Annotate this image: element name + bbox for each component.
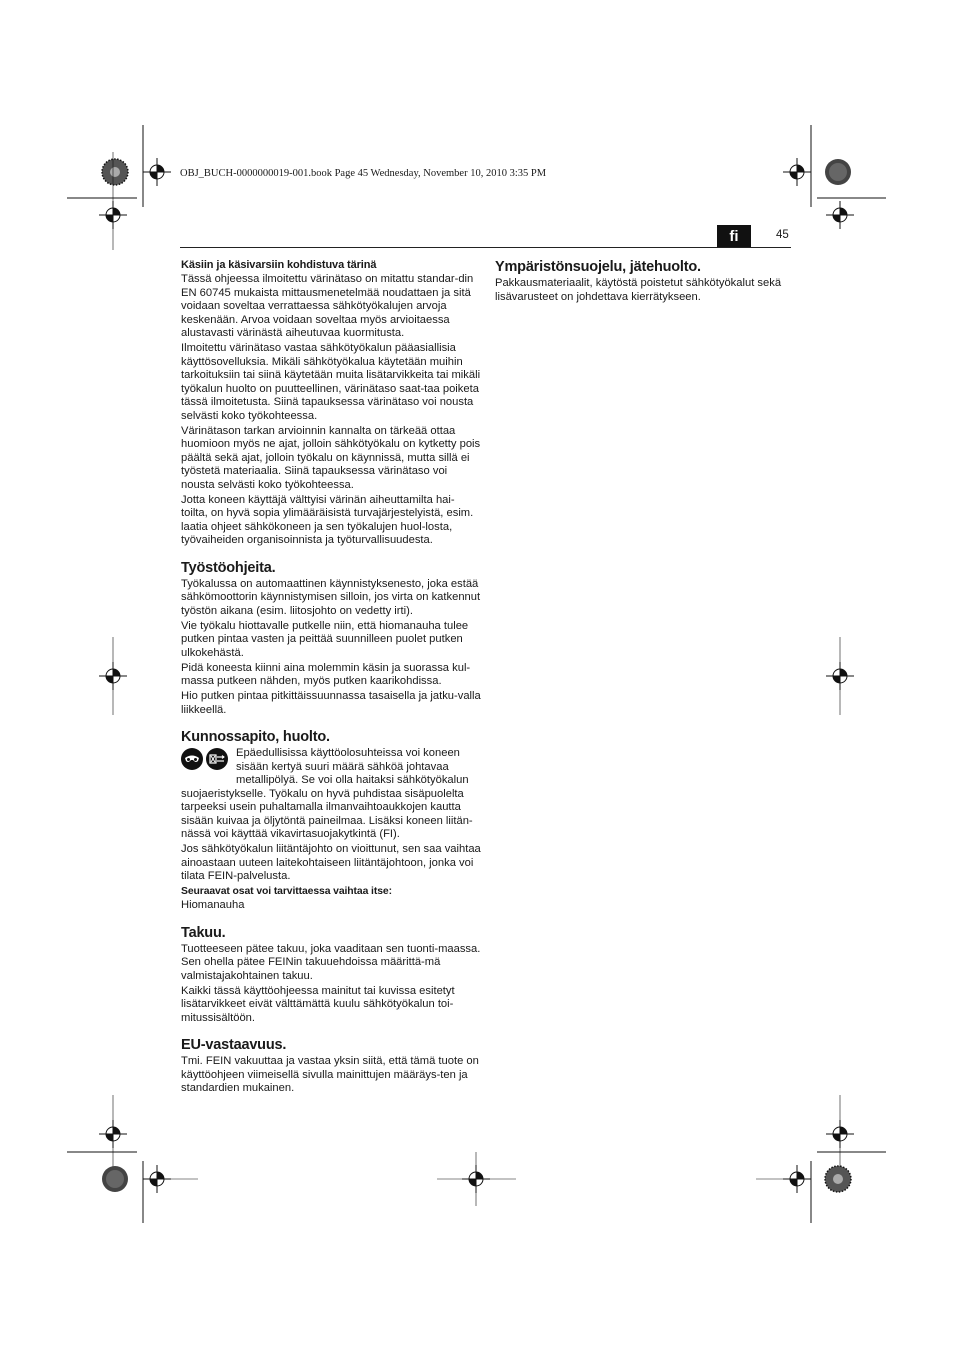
- warranty-paragraph: Kaikki tässä käyttöohjeessa mainitut tai kuvissa esitetyt lisätarvikkeet eivät välttämättä kuulu sähkötyökalun toi-mitussisältöön.: [181, 984, 455, 1024]
- maintenance-icon-line: Epäedullisissa käyttöolosuhteissa voi koneen: [236, 747, 460, 759]
- maintenance-title: Kunnossapito, huolto.: [181, 729, 330, 745]
- work-tips-section: [181, 559, 481, 718]
- eye-protection-icon: [181, 748, 203, 770]
- language-tab: fi: [717, 225, 751, 247]
- maintenance-icons: [181, 748, 228, 770]
- work-tips-paragraph: Työkalussa on automaattinen käynnistyksenesto, joka estää sähkömoottorin käynnistymisen silloin, jos virta on katkennut työstön aikana (esim. liitosjohto on vedetty irti).: [181, 577, 481, 617]
- vibration-paragraph: Värinätason tarkan arvioinnin kannalta on tärkeää ottaa huomioon myös ne ajat, jolloin sähkötyökalu on kytketty pois päältä sekä ajat, jolloin työkalu on käynnissä, mutta sillä ei työstetä materiaalia. Siinä tapauksessa värinätaso voi nousta selvästi koko työkohteessa.: [181, 424, 481, 491]
- header-rule: [180, 247, 791, 248]
- work-tips-paragraph: Vie työkalu hiottavalle putkelle niin, että hiomanauha tulee putken pintaa vasten ja peittää suunnilleen puolet putken ulkokehästä.: [181, 619, 469, 659]
- warranty-section: [181, 924, 481, 1026]
- vibration-title: Käsiin ja käsivarsiin kohdistuva tärinä: [181, 259, 377, 271]
- work-tips-paragraph: Hio putken pintaa pitkittäissuunnassa tasaisella ja jatku-valla liikkeellä.: [181, 690, 481, 716]
- vibration-section: [181, 258, 481, 548]
- book-info-header: OBJ_BUCH-0000000019-001.book Page 45 Wednesday, November 10, 2010 3:35 PM: [180, 168, 547, 179]
- maintenance-section: [181, 728, 481, 913]
- warranty-title: Takuu.: [181, 924, 226, 941]
- environment-paragraph: Pakkausmateriaalit, käytöstä poistetut sähkötyökalut sekä lisävarusteet on johdettava kierrätykseen.: [495, 277, 782, 303]
- warranty-paragraph: Tuotteeseen pätee takuu, joka vaaditaan sen tuonti-maassa. Sen ohella pätee FEINin takuuehdoissa määrittä-mä valmistajakohtainen takuu.: [181, 942, 481, 982]
- environment-section: [495, 258, 793, 304]
- work-tips-title: Työstöohjeita.: [181, 559, 276, 576]
- left-column: [181, 258, 481, 1097]
- vibration-paragraph: Ilmoitettu värinätaso vastaa sähkötyökalun pääasiallisia käyttösovelluksia. Mikäli sähkötyökalua käytetään muihin tarkoituksiin tai siinä käytetään muita lisätarvikkeita tai mikäli työkalun huolto on puutteellinen, värinätaso saat-taa poiketa tässä ilmoitetusta. Siinä tapauksessa värinätaso voi nousta selvästi koko työkohteessa.: [181, 342, 481, 422]
- page-number: 45: [776, 229, 789, 241]
- vibration-paragraph: Jotta koneen käyttäjä välttyisi värinän aiheuttamilta hai-toilta, on hyvä sopia ylimääräisistä turvajärjestelyistä, esim. laatia ohjeet sähkökoneen ja sen työkalujen huol-losta, työvaiheiden organisoinnista ja työturvallisuudesta.: [181, 493, 474, 546]
- eu-conformity-paragraph: Tmi. FEIN vakuuttaa ja vastaa yksin siitä, että tämä tuote on käyttöohjeen viimeisellä sivulla mainittujen määräys-ten ja standardien mukainen.: [181, 1055, 479, 1094]
- maintenance-icon-line: sisään kertyä suuri määrä sähköä johtavaa: [236, 760, 449, 773]
- maintenance-paragraph: Jos sähkötyökalun liitäntäjohto on vioittunut, sen saa vaihtaa ainoastaan uuteen laitekohtaiseen liitäntäjohtoon, jonka voi tilata FEIN-palvelusta.: [181, 843, 481, 882]
- vibration-paragraph: Tässä ohjeessa ilmoitettu värinätaso on mitattu standar-din EN 60745 mukaista mittausmenetelmää noudattaen ja sitä voidaan soveltaa verrattaessa sähkötyökalujen arvoja keskenään. Arvoa voidaan soveltaa myös arvioitaessa alustavasti värinästä aiheutuvaa kuormitusta.: [181, 273, 474, 339]
- maintenance-icon-line: metallipölyä. Se voi olla haitaksi sähkötyökalun: [236, 774, 469, 786]
- environment-title: Ympäristönsuojelu, jätehuolto.: [495, 259, 701, 275]
- maintenance-paragraph: suojaeristykselle. Työkalu on hyvä puhdistaa sisäpuolelta tarpeeksi usein puhaltamalla ilmanvaihtoaukkojen kautta sisään kuivaa ja öljytöntä paineilmaa. Lisäksi koneen liitän-nässä voi käyttää vikavirtasuojakytkintä (FI).: [181, 787, 473, 840]
- replaceable-parts-title: Seuraavat osat voi tarvittaessa vaihtaa itse:: [181, 886, 392, 897]
- replaceable-parts-item: Hiomanauha: [181, 899, 245, 911]
- right-column: [495, 258, 793, 306]
- eu-conformity-title: EU-vastaavuus.: [181, 1037, 287, 1053]
- maintenance-warning: [181, 747, 481, 788]
- work-tips-paragraph: Pidä koneesta kiinni aina molemmin käsin ja suorassa kul-massa putkeen nähden, myös putken kaarikohdissa.: [181, 661, 471, 687]
- compressed-air-icon: [206, 748, 228, 770]
- eu-conformity-section: [181, 1036, 481, 1096]
